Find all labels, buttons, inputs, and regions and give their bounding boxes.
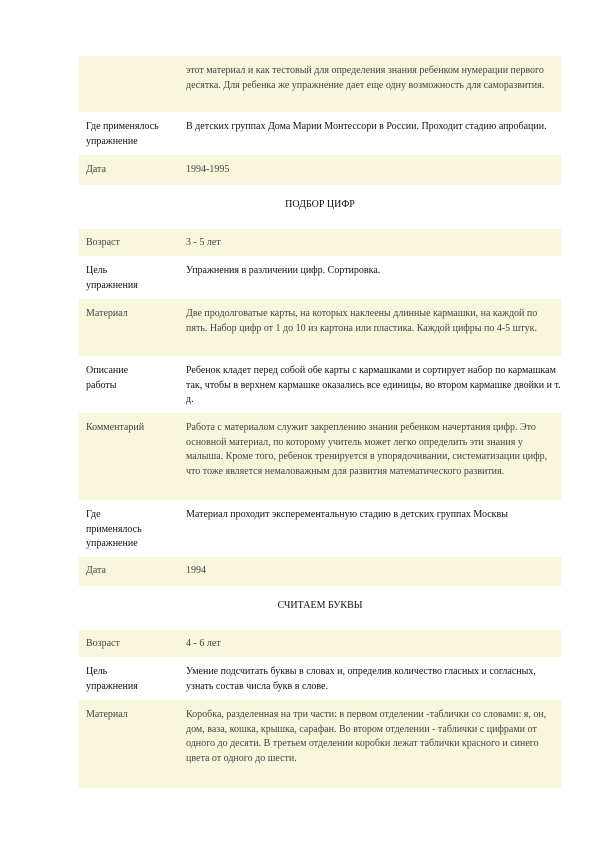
row-label: Цель упражнения: [79, 256, 186, 299]
table-row: [79, 356, 561, 413]
row-value: Умение подсчитать буквы в словах и, определив количество гласных и согласных, узнать состав числа букв в слове.: [186, 657, 561, 700]
section-title-schitaem-bukvy: СЧИТАЕМ БУКВЫ: [277, 600, 363, 611]
exercise-table-2: [79, 229, 561, 586]
row-label: [79, 56, 186, 112]
row-value: Работа с материалом служит закреплению знания ребенком начертания цифр. Это основной материал, по которому учитель может легко определить эти знания у малыша. Кроме того, ребенок тренируется в упорядочивании, систематизации цифр, что тоже является немаловажным для развития математического развития.: [186, 413, 561, 500]
row-value: 1994: [186, 557, 561, 586]
document-page: [79, 56, 561, 788]
table-row: [79, 413, 561, 500]
table-row: [79, 630, 561, 657]
table-row: [79, 299, 561, 356]
table-row: [79, 500, 561, 557]
row-value: 4 - 6 лет: [186, 630, 561, 657]
table-row: [79, 657, 561, 700]
row-label: Возраст: [79, 229, 186, 256]
table-row: [79, 700, 561, 788]
row-label: Возраст: [79, 630, 186, 657]
row-value: Материал проходит эксперементальную стадию в детских группах Москвы: [186, 500, 561, 557]
row-value: Коробка, разделенная на три части: в первом отделении -таблички со словами: я, он, дом, ваза, кошка, крышка, сарафан. Во втором отделении - таблички с цифрами от одного до десяти. В третьем отделении коробки лежат таблички красного и синего цвета от одного до шести.: [186, 700, 561, 788]
row-label: Комментарий: [79, 413, 186, 500]
row-label: Где применялось упражнение: [79, 500, 186, 557]
row-label: Дата: [79, 155, 186, 185]
table-row: [79, 256, 561, 299]
exercise-table-1: [79, 56, 561, 185]
row-value: Две продолговатые карты, на которых наклеены длинные кармашки, на каждой по пять. Набор цифр от 1 до 10 из картона или пластика. Каждой цифры по 4-5 штук.: [186, 299, 561, 356]
row-label: Дата: [79, 557, 186, 586]
row-label: Материал: [79, 299, 186, 356]
table-row: [79, 155, 561, 185]
row-label: Описание работы: [79, 356, 186, 413]
row-label: Где применялось упражнение: [79, 112, 186, 155]
row-value: В детских группах Дома Марии Монтессори в России. Проходит стадию апробации.: [186, 112, 561, 155]
row-value: этот материал и как тестовый для определения знания ребенком нумерации первого десятка. Для ребенка же упражнение дает еще одну возможность для саморазвития.: [186, 56, 561, 112]
row-value: 1994-1995: [186, 155, 561, 185]
table-row: [79, 112, 561, 155]
table-row: [79, 557, 561, 586]
row-label: Материал: [79, 700, 186, 788]
table-row: [79, 229, 561, 256]
row-value: Ребенок кладет перед собой обе карты с кармашками и сортирует набор по кармашкам так, чтобы в верхнем кармашке оказались все единицы, во втором кармашке двойки и т. д.: [186, 356, 561, 413]
table-row: [79, 56, 561, 112]
row-value: 3 - 5 лет: [186, 229, 561, 256]
section-title-podbor-tsifr: ПОДБОР ЦИФР: [285, 199, 355, 210]
exercise-table-3: [79, 630, 561, 788]
row-value: Упражнения в различении цифр. Сортировка.: [186, 256, 561, 299]
row-label: Цель упражнения: [79, 657, 186, 700]
